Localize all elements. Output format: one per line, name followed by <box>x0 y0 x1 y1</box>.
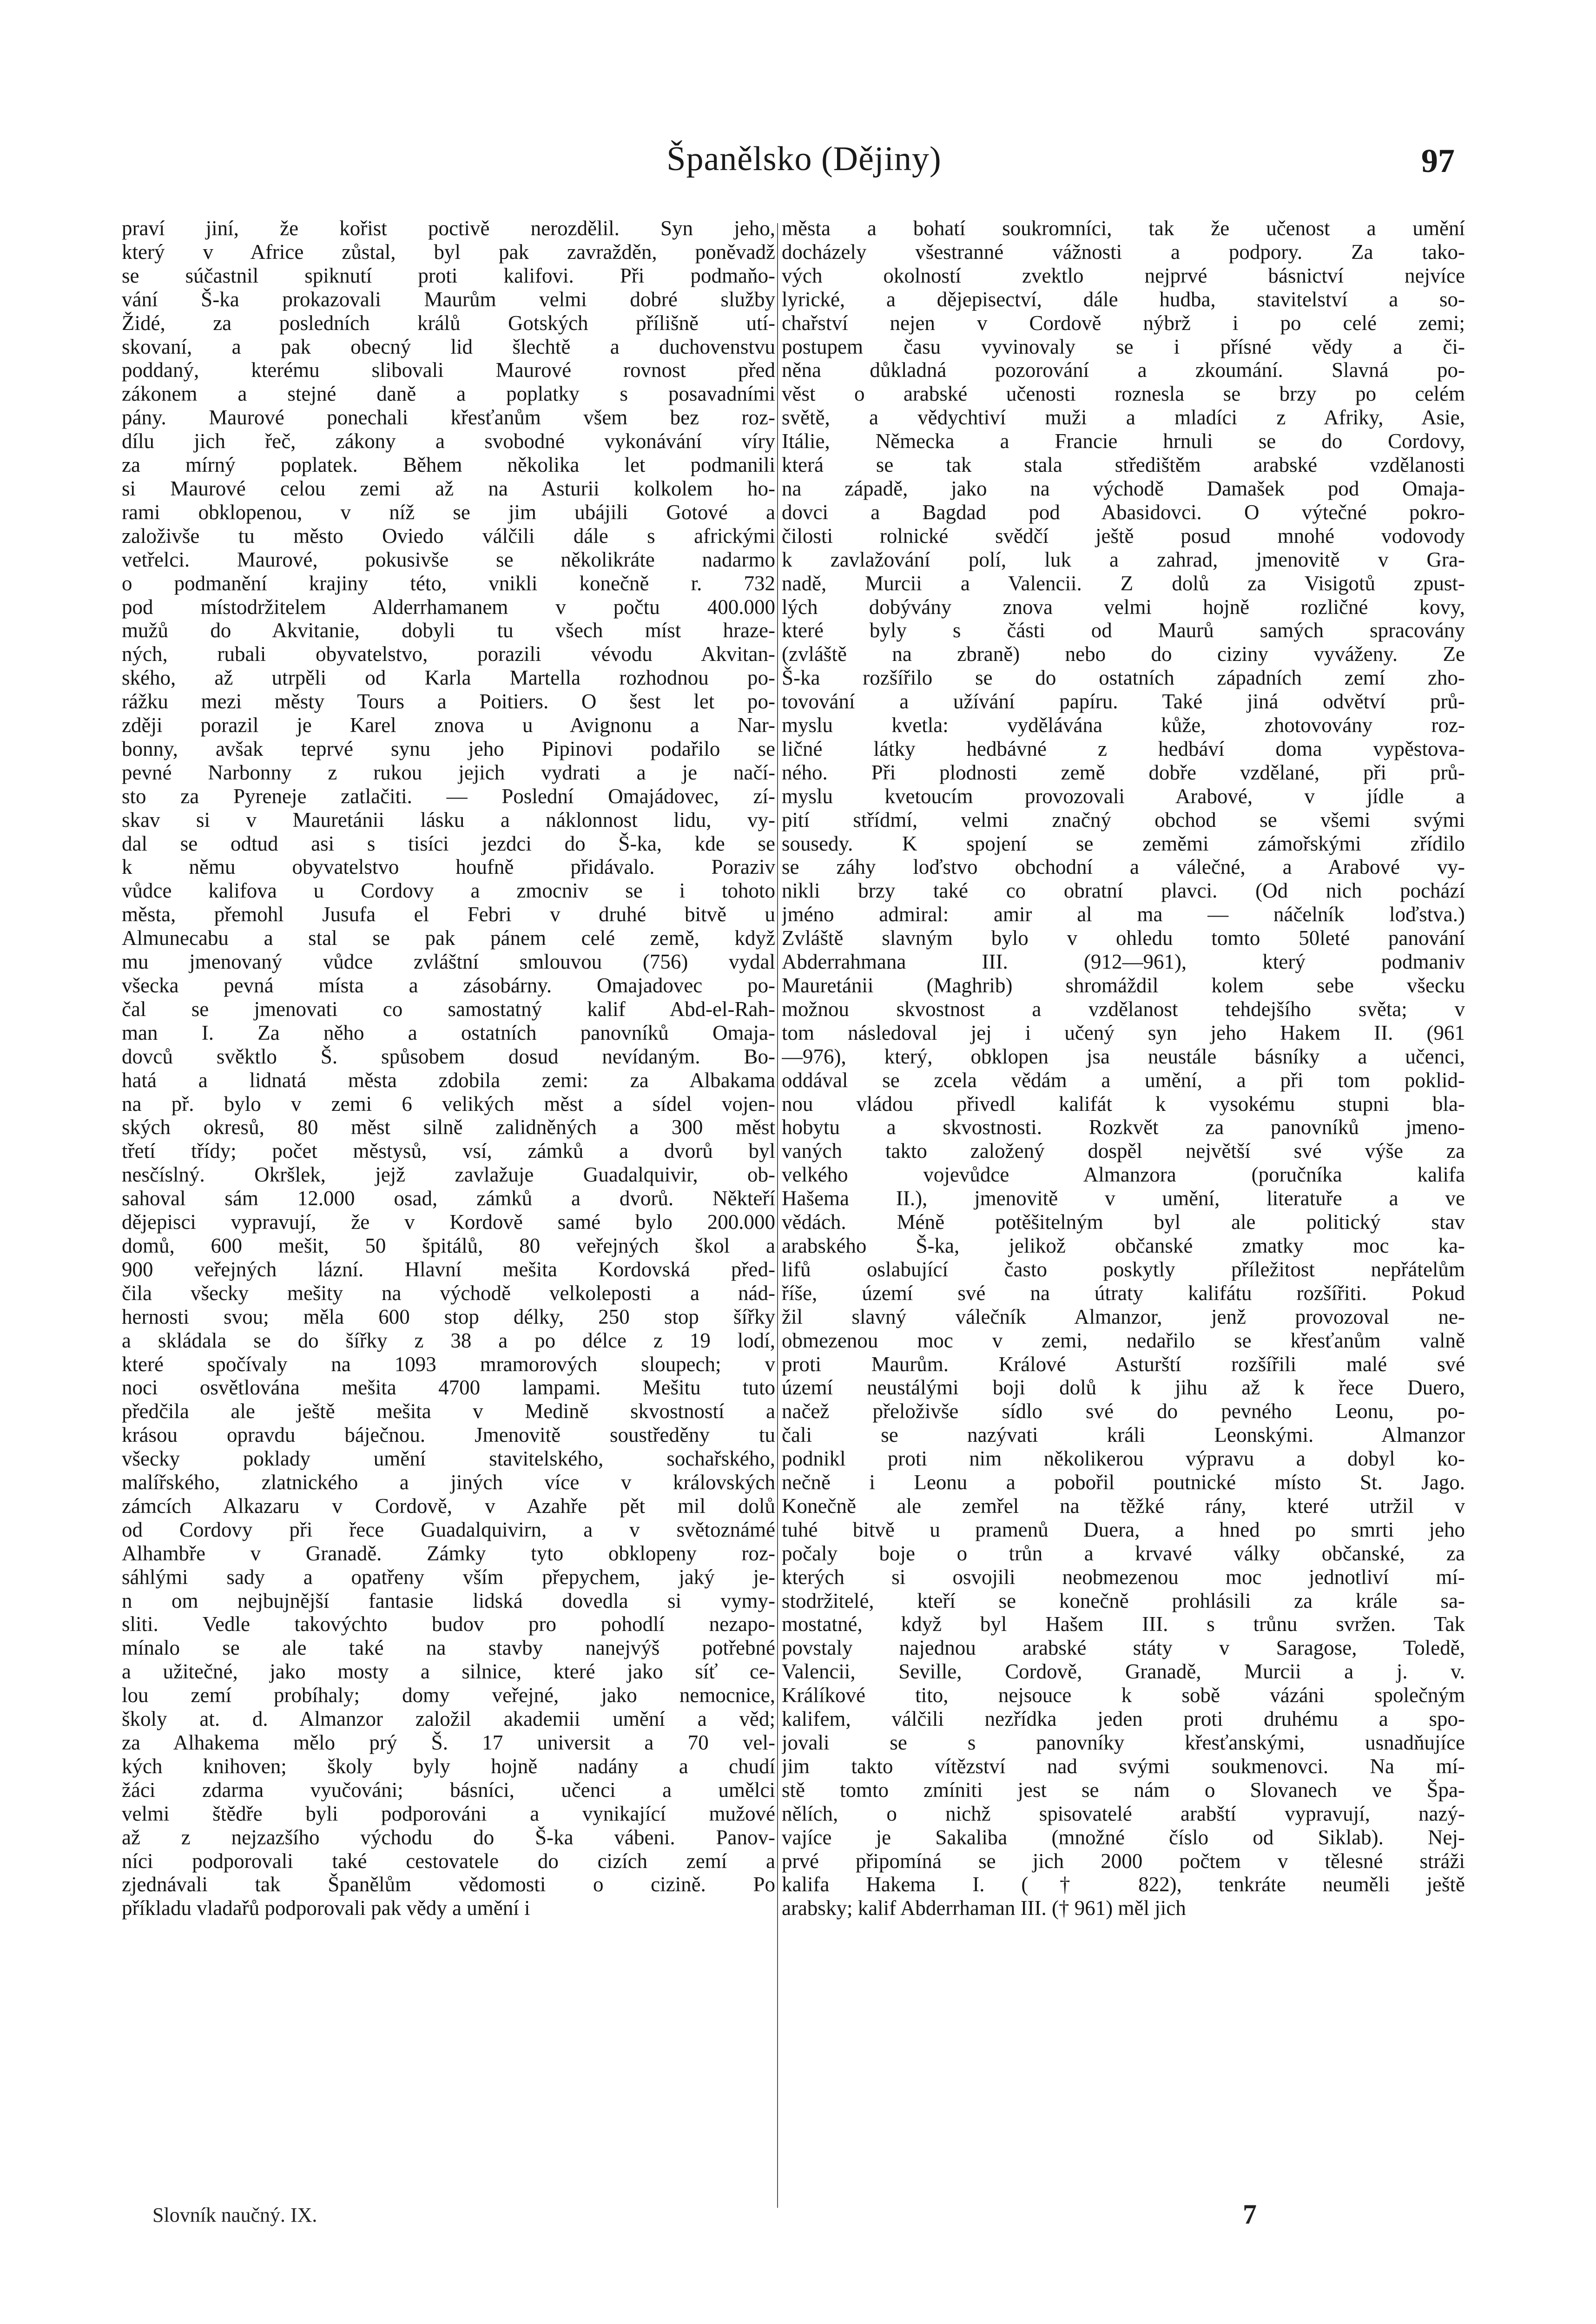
text-line: hatá a lidnatá města zdobila zemi: za Albakama <box>122 1068 775 1092</box>
right-text-column <box>782 217 1465 2197</box>
text-line: hernosti svou; měla 600 stop délky, 250 stop šířky <box>122 1305 775 1328</box>
text-line: níci podporovali také cestovatele do cizích zemí a <box>122 1849 775 1873</box>
column-divider <box>777 223 778 2208</box>
text-line: mínalo se ale také na stavby nanejvýš potřebné <box>122 1636 775 1660</box>
text-line: za Alhakema mělo prý Š. 17 universit a 70 vel- <box>122 1731 775 1754</box>
text-line: sahoval sám 12.000 osad, zámků a dvorů. Někteří <box>122 1187 775 1210</box>
text-line: malířského, zlatnického a jiných více v královských <box>122 1471 775 1494</box>
text-line: ského, až utrpěli od Karla Martella rozhodnou po- <box>122 666 775 690</box>
text-line: vajíce je Sakaliba (množné číslo od Siklab). Nej- <box>782 1825 1465 1849</box>
text-line: ských okresů, 80 měst silně zalidněných a 300 měst <box>122 1116 775 1139</box>
text-line: nělích, o nichž spisovatelé arabští vypravují, nazý- <box>782 1802 1465 1825</box>
text-line: jovali se s panovníky křesťanskými, usnadňujíce <box>782 1731 1465 1754</box>
text-line: o podmanění krajiny této, vnikli konečně r. 732 <box>122 571 775 595</box>
text-line: rami obklopenou, v níž se jim ubájili Gotové a <box>122 500 775 524</box>
text-line: od Cordovy při řece Guadalquivirn, a v světoznámé <box>122 1518 775 1541</box>
text-line: čilosti rolnické svědčí ještě posud mnohé vodovody <box>782 524 1465 548</box>
text-line: dějepisci vypravují, že v Kordově samé bylo 200.000 <box>122 1210 775 1234</box>
text-line: území neustálými boji dolů k jihu až k řece Duero, <box>782 1376 1465 1400</box>
text-line: Š-ka rozšířilo se do ostatních západních zemí zho- <box>782 666 1465 690</box>
text-line: domů, 600 mešit, 50 špitálů, 80 veřejných škol a <box>122 1234 775 1257</box>
text-line: oddával se zcela vědám a umění, a při tom poklid- <box>782 1068 1465 1092</box>
text-line: školy at. d. Almanzor založil akademii umění a věd; <box>122 1707 775 1731</box>
text-line: proti Maurům. Králové Asturští rozšířili malé své <box>782 1352 1465 1376</box>
text-line: lou zemí probíhaly; domy veřejné, jako nemocnice, <box>122 1684 775 1707</box>
text-line: Židé, za posledních králů Gotských přílišně utí- <box>122 311 775 335</box>
text-line: něna důkladná pozorování a zkoumání. Slavná po- <box>782 358 1465 382</box>
footer-signature: Slovník naučný. IX. <box>152 2204 317 2226</box>
text-line: sto za Pyreneje zatlačiti. — Poslední Omajádovec, zí- <box>122 784 775 808</box>
text-line: zjednávali tak Španělům vědomosti o cizině. Po <box>122 1873 775 1896</box>
text-line: pod místodržitelem Alderrhamanem v počtu 400.000 <box>122 595 775 619</box>
text-line: obmezenou moc v zemi, nedařilo se křesťanům valně <box>782 1328 1465 1352</box>
text-line: mu jmenovaný vůdce zvláštní smlouvou (756) vydal <box>122 950 775 974</box>
text-line: n om nejbujnější fantasie lidská dovedla si vymy- <box>122 1589 775 1612</box>
text-line: arabsky; kalif Abderrhaman III. († 961) měl jich <box>782 1896 1186 1920</box>
text-line: zději porazil je Karel znova u Avignonu a Nar- <box>122 713 775 737</box>
text-line: nikli brzy také co obratní plavci. (Od nich pochází <box>782 879 1465 903</box>
text-line: myslu kvetla: vydělávána kůže, zhotovovány roz- <box>782 713 1465 737</box>
text-line: Konečně ale zemřel na těžké rány, které utržil v <box>782 1494 1465 1518</box>
text-line: Hašema II.), jmenovitě v umění, literatuře a ve <box>782 1187 1465 1210</box>
text-line: postupem času vyvinovaly se i přísné vědy a či- <box>782 335 1465 358</box>
text-line: počaly boje o trůn a krvavé války občanské, za <box>782 1541 1465 1565</box>
text-line: pány. Maurové ponechali křesťanům všem bez roz- <box>122 406 775 429</box>
text-line: arabského Š-ka, jelikož občanské zmatky moc ka- <box>782 1234 1465 1257</box>
text-line: man I. Za něho a ostatních panovníků Omaja- <box>122 1021 775 1044</box>
text-line: podnikl proti nim několikerou výpravu a dobyl ko- <box>782 1447 1465 1471</box>
text-line: myslu kvetoucím provozovali Arabové, v jídle a <box>782 784 1465 808</box>
text-line: —976), který, obklopen jsa neustále básníky a učenci, <box>782 1044 1465 1068</box>
text-line: na př. bylo v zemi 6 velikých měst a sídel vojen- <box>122 1092 775 1116</box>
text-line: se záhy loďstvo obchodní a válečné, a Arabové vy- <box>782 855 1465 879</box>
text-line: vědách. Méně potěšitelným byl ale politický stav <box>782 1210 1465 1234</box>
text-line: věst o arabské učenosti roznesla se brzy po celém <box>782 382 1465 406</box>
text-line: vaných takto založený dospěl největší své výše za <box>782 1139 1465 1163</box>
text-line: sáhlými sady a opatřeny vším přepychem, jaký je- <box>122 1565 775 1589</box>
text-line: docházely všestranné vážnosti a podpory. Za tako- <box>782 240 1465 264</box>
text-line: Valencii, Seville, Cordově, Granadě, Murcii a j. v. <box>782 1660 1465 1684</box>
text-line: předčila ale ještě mešita v Medině skvostností a <box>122 1400 775 1423</box>
sheet-number: 7 <box>1243 2199 1257 2230</box>
text-line: tovování a užívání papíru. Také jiná odvětví prů- <box>782 690 1465 713</box>
text-line: velmi štědře byli podporováni a vynikající mužové <box>122 1802 775 1825</box>
text-line: jim takto vítězství nad svými soukmenovci. Na mí- <box>782 1754 1465 1778</box>
text-line: Králíkové tito, nejsouce k sobě vázáni společným <box>782 1684 1465 1707</box>
text-line: sousedy. K spojení se zeměmi zámořskými zřídilo <box>782 832 1465 855</box>
text-line: ných, rubali obyvatelstvo, porazili vévodu Akvitan- <box>122 642 775 666</box>
text-line: pevné Narbonny z rukou jejich vydrati a je načí- <box>122 760 775 784</box>
text-line: Alhambře v Granadě. Zámky tyto obklopeny roz- <box>122 1541 775 1565</box>
page-number: 97 <box>1421 142 1455 179</box>
text-line: velkého vojevůdce Almanzora (poručníka kalifa <box>782 1163 1465 1187</box>
text-line: pití střídmí, velmi značný obchod se všemi svými <box>782 808 1465 832</box>
text-line: říše, území své na útraty kalifátu rozšířiti. Pokud <box>782 1281 1465 1305</box>
text-line: které spočívaly na 1093 mramorových sloupech; v <box>122 1352 775 1376</box>
text-line: kalifa Hakema I. († 822), tenkráte neuměli ještě <box>782 1873 1465 1896</box>
text-line: Mauretánii (Maghrib) shromáždil kolem sebe všecku <box>782 974 1465 997</box>
text-line: žáci zdarma vyučováni; básníci, učenci a umělci <box>122 1778 775 1802</box>
text-line: vání Š-ka prokazovali Maurům velmi dobré služby <box>122 287 775 311</box>
text-line: dovci a Bagdad pod Abasidovci. O výtečné pokro- <box>782 500 1465 524</box>
text-line: prvé připomíná se jich 2000 počtem v tělesné stráži <box>782 1849 1465 1873</box>
text-line: žil slavný válečník Almanzor, jenž provozoval ne- <box>782 1305 1465 1328</box>
text-line: čila všecky mešity na východě velkoleposti a nád- <box>122 1281 775 1305</box>
text-line: tom následoval jej i učený syn jeho Hakem II. (961 <box>782 1021 1465 1044</box>
text-line: nadě, Murcii a Valencii. Z dolů za Visigotů zpust- <box>782 571 1465 595</box>
text-line: chařství nejen v Cordově nýbrž i po celé zemi; <box>782 311 1465 335</box>
text-line: kalifem, válčili nezřídka jeden proti druhému a spo- <box>782 1707 1465 1731</box>
text-line: si Maurové celou zemi až na Asturii kolkolem ho- <box>122 476 775 500</box>
text-line: a užitečné, jako mosty a silnice, které jako síť ce- <box>122 1660 775 1684</box>
text-line: lyrické, a dějepisectví, dále hudba, stavitelství a so- <box>782 287 1465 311</box>
text-line: noci osvětlována mešita 4700 lampami. Mešitu tuto <box>122 1376 775 1400</box>
text-line: Abderrahmana III. (912—961), který podmaniv <box>782 950 1465 974</box>
text-line: města, přemohl Jusufa el Febri v druhé bitvě u <box>122 903 775 926</box>
text-line: které byly s části od Maurů samých spracovány <box>782 619 1465 642</box>
running-head-title: Španělsko (Dějiny) <box>666 140 942 178</box>
text-line: založivše tu město Oviedo válčili dále s africkými <box>122 524 775 548</box>
text-line: vetřelci. Maurové, pokusivše se několikráte nadarmo <box>122 548 775 571</box>
text-line: který v Africe zůstal, byl pak zavražděn, poněvadž <box>122 240 775 264</box>
text-line: stě tomto zmíniti jest se nám o Slovanech ve Špa- <box>782 1778 1465 1802</box>
text-line: Zvláště slavným bylo v ohledu tomto 50leté panování <box>782 926 1465 950</box>
text-line: načež přeloživše sídlo své do pevného Leonu, po- <box>782 1400 1465 1423</box>
text-line: se súčastnil spiknutí proti kalifovi. Při podmaňo- <box>122 264 775 287</box>
text-line: tuhé bitvě u pramenů Duera, a hned po smrti jeho <box>782 1518 1465 1541</box>
text-line: k němu obyvatelstvo houfně přidávalo. Poraziv <box>122 855 775 879</box>
text-line: kých knihoven; školy byly hojně nadány a chudí <box>122 1754 775 1778</box>
text-line: vých okolností zvektlo nejprvé básnictví nejvíce <box>782 264 1465 287</box>
text-line: města a bohatí soukromníci, tak že učenost a umění <box>782 217 1465 240</box>
text-line: povstaly najednou arabské státy v Saragose, Toledě, <box>782 1636 1465 1660</box>
text-line: až z nejzazšího východu do Š-ka vábeni. Panov- <box>122 1825 775 1849</box>
text-line: stodržitelé, kteří se konečně prohlásili za krále sa- <box>782 1589 1465 1612</box>
text-line: lých dobývány znova velmi hojně rozličné kovy, <box>782 595 1465 619</box>
text-line: nesčíslný. Okršlek, jejž zavlažuje Guadalquivir, ob- <box>122 1163 775 1187</box>
text-line: lifů oslabující často poskytly příležitost nepřátelům <box>782 1257 1465 1281</box>
text-line: čal se jmenovati co samostatný kalif Abd-el-Rah- <box>122 997 775 1021</box>
text-line: skav si v Mauretánii lásku a náklonnost lidu, vy- <box>122 808 775 832</box>
text-line: která se tak stala středištěm arabské vzdělanosti <box>782 453 1465 477</box>
text-line: dovců svěktlo Š. spůsobem dosud nevídaným. Bo- <box>122 1044 775 1068</box>
text-line: 900 veřejných lázní. Hlavní mešita Kordovská před- <box>122 1257 775 1281</box>
text-line: k zavlažování polí, luk a zahrad, jmenovitě v Gra- <box>782 548 1465 571</box>
text-line: (zvláště na zbraně) nebo do ciziny vyváženy. Ze <box>782 642 1465 666</box>
left-text-column <box>122 217 775 2197</box>
text-line: rážku mezi městy Tours a Poitiers. O šest let po- <box>122 690 775 713</box>
text-line: Almunecabu a stal se pak pánem celé země, když <box>122 926 775 950</box>
text-line: poddaný, kterému slibovali Maurové rovnost před <box>122 358 775 382</box>
text-line: mužů do Akvitanie, dobyli tu všech míst hrazе- <box>122 619 775 642</box>
text-line: třetí třídy; počet městysů, vsí, zámků a dvorů byl <box>122 1139 775 1163</box>
text-line: bonny, avšak teprvé synu jeho Pipinovi podařilo se <box>122 737 775 760</box>
text-line: nečně i Leonu a pobořil poutnické místo St. Jago. <box>782 1471 1465 1494</box>
text-line: dal se odtud asi s tisíci jezdci do Š-ka, kde se <box>122 832 775 855</box>
text-line: čali se nazývati králi Leonskými. Almanzor <box>782 1423 1465 1447</box>
text-line: sliti. Vedle takovýchto budov pro pohodlí nezapo- <box>122 1612 775 1636</box>
text-line: vůdce kalifova u Cordovy a zmocniv se i tohoto <box>122 879 775 903</box>
text-line: kterých si osvojili neobmezenou moc jednotliví mí- <box>782 1565 1465 1589</box>
text-line: zámcích Alkazaru v Cordově, v Azahře pět mil dolů <box>122 1494 775 1518</box>
text-line: světě, a vědychtiví muži a mladíci z Afriky, Asie, <box>782 406 1465 429</box>
text-line: ného. Při plodnosti země dobře vzdělané, při prů- <box>782 760 1465 784</box>
text-line: Itálie, Německa a Francie hrnuli se do Cordovy, <box>782 429 1465 453</box>
text-line: krásou opravdu báječnou. Jmenovitě soustředěny tu <box>122 1423 775 1447</box>
text-line: mostatné, když byl Hašem III. s trůnu svržen. Tak <box>782 1612 1465 1636</box>
text-line: a skládala se do šířky z 38 a po délce z 19 lodí, <box>122 1328 775 1352</box>
text-line: všecka pevná místa a zásobárny. Omajadovec po- <box>122 974 775 997</box>
text-line: ličné látky hedbávné z hedbáví doma vypěstova- <box>782 737 1465 760</box>
text-line: zákonem a stejné daně a poplatky s posavadními <box>122 382 775 406</box>
text-line: hobytu a skvostnosti. Rozkvět za panovníků jmeno- <box>782 1116 1465 1139</box>
text-line: příkladu vladařů podporovali pak vědy a umění i <box>122 1896 530 1920</box>
text-line: za mírný poplatek. Během několika let podmanili <box>122 453 775 477</box>
text-line: dílu jich řeč, zákony a svobodné vykonávání víry <box>122 429 775 453</box>
text-line: na západě, jako na východě Damašek pod Omaja- <box>782 476 1465 500</box>
text-line: praví jiní, že kořist poctivě nerozdělil. Syn jeho, <box>122 217 775 240</box>
text-line: skovaní, a pak obecný lid šlechtě a duchovenstvu <box>122 335 775 358</box>
text-line: možnou skvostnost a vzdělanost tehdejšího světa; v <box>782 997 1465 1021</box>
text-line: jméno admiral: amir al ma — náčelník loďstva.) <box>782 903 1465 926</box>
text-line: nou vládou přivedl kalifát k vysokému stupni bla- <box>782 1092 1465 1116</box>
text-line: všecky poklady umění stavitelského, sochařského, <box>122 1447 775 1471</box>
